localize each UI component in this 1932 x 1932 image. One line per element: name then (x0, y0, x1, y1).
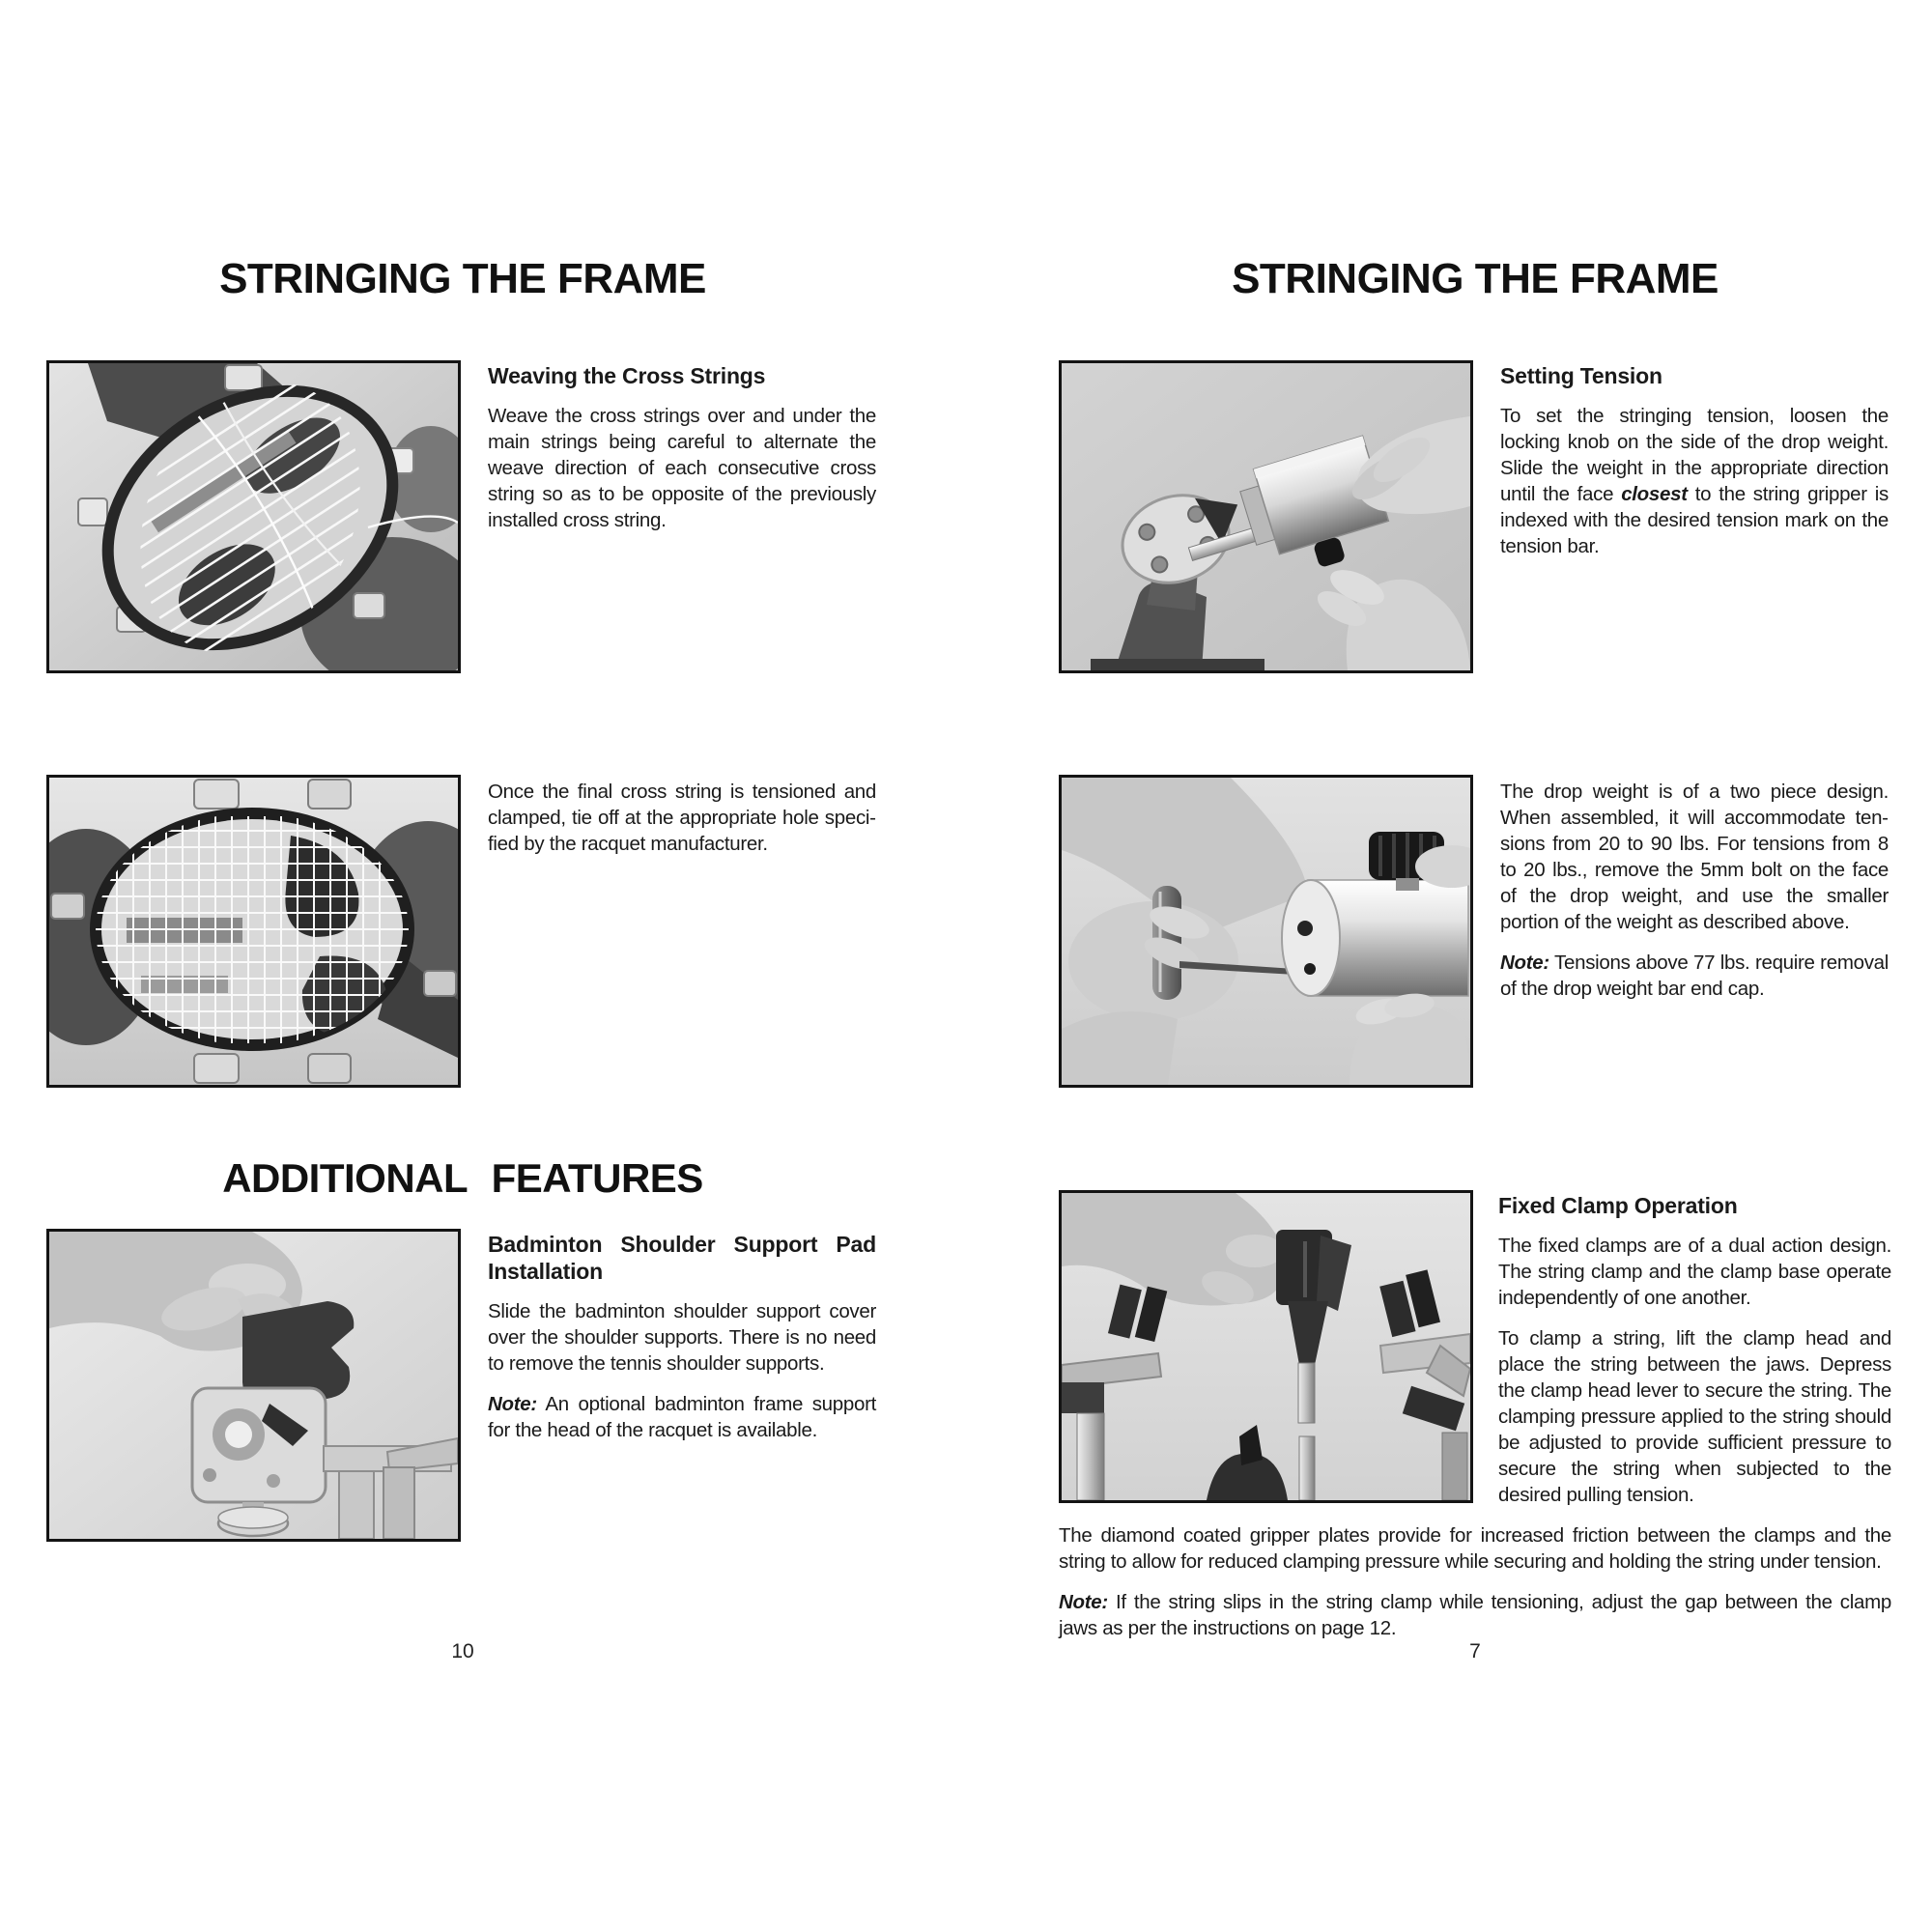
section-badminton-pad (46, 1229, 876, 1542)
fixed-clamp-photo-illustration (1062, 1193, 1470, 1500)
note-fixed-clamp (1059, 1589, 1891, 1641)
page-number-left: 10 (451, 1640, 474, 1662)
text-weaving (488, 360, 876, 548)
manual-page-10 (46, 0, 879, 1932)
figure-strung-racquet-photo (46, 775, 461, 1088)
drop-weight-bolt-photo-illustration (1062, 778, 1470, 1085)
text-setting-tension (1500, 360, 1889, 574)
figure-drop-weight-photo (1059, 775, 1473, 1088)
note-text: An optional badminton frame support for the head of the racquet is available. (488, 1393, 876, 1441)
paragraph-weaving: Weave the cross strings over and under the main strings being careful to alternate the weave direction of each consecutive cross string so as to be opposite of the previously installed cross string. (488, 405, 876, 531)
page-number-right: 7 (1469, 1640, 1481, 1662)
note-text: If the string slips in the string clamp while tensioning, adjust the gap between the clamp jaws as per the instructions on page 12. (1059, 1591, 1891, 1639)
strung-racquet-photo-illustration (49, 778, 458, 1085)
paragraph-fixed-clamp-1: The fixed clamps are of a dual action design. The string clamp and the clamp base operate independently of one another. (1498, 1235, 1891, 1309)
figure-weaving-photo (46, 360, 461, 673)
paragraph-badminton-pad: Slide the badminton shoulder support cover over the shoulder supports. There is no need to remove the tennis shoulder supports. (488, 1300, 876, 1375)
note-badminton-pad (488, 1391, 876, 1443)
figure-setting-tension-photo (1059, 360, 1473, 673)
setting-tension-text-post: to the string gripper is indexed with the desired tension mark on the tension bar. (1500, 483, 1889, 557)
page-title-additional-features: ADDITIONAL FEATURES (222, 1155, 703, 1201)
paragraph-drop-weight: The drop weight is of a two piece design. When assembled, it will accommodate tensions from 20 to 90 lbs. For tensions from 8 to 20 lbs., remove the 5mm bolt on the face of the drop weight, and use the smaller portion of the weight as described above. (1500, 781, 1889, 933)
text-badminton-pad (488, 1229, 876, 1458)
setting-tension-emphasis: closest (1621, 483, 1688, 505)
section-fixed-clamp (1059, 1190, 1891, 1656)
paragraph-tie-off: Once the final cross string is tensioned and clamped, tie off at the appropriate hole specified by the racquet manufacturer. (488, 781, 876, 855)
paragraph-fixed-clamp-3: The diamond coated gripper plates provide for increased friction between the clamps and the string to allow for reduced clamping pressure while securing and holding the string under tension. (1059, 1524, 1891, 1573)
heading-fixed-clamp: Fixed Clamp Operation (1498, 1193, 1738, 1218)
heading-setting-tension: Setting Tension (1500, 363, 1662, 388)
manual-page-7 (1059, 0, 1891, 1932)
page-title-stringing-left: STRINGING THE FRAME (219, 255, 706, 302)
figure-fixed-clamp-photo (1059, 1190, 1473, 1503)
section-tie-off (46, 775, 876, 1088)
heading-weaving-cross-strings: Weaving the Cross Strings (488, 363, 766, 388)
section-weaving-cross-strings (46, 360, 876, 673)
note-label: Note: (488, 1393, 537, 1415)
paragraph-setting-tension (1500, 403, 1889, 559)
drop-weight-slide-photo-illustration (1062, 363, 1470, 670)
section-setting-tension (1059, 360, 1889, 673)
figure-badminton-pad-photo (46, 1229, 461, 1542)
note-text: Tensions above 77 lbs. require removal of the drop weight bar end cap. (1500, 952, 1889, 1000)
setting-tension-text-pre: To set the stringing tension, loosen the locking knob on the side of the drop weight. Slide the weight in the appropriate direction until the face (1500, 405, 1889, 505)
paragraph-fixed-clamp-2: To clamp a string, lift the clamp head and place the string between the jaws. Depress the clamp head lever to secure the string. The clamping pressure applied to the string should be adjusted to provide sufficient pressure to secure the string when subjected to the desired pulling tension. (1498, 1327, 1891, 1506)
badminton-pad-photo-illustration (49, 1232, 458, 1539)
note-label: Note: (1500, 952, 1549, 974)
page-title-stringing-right: STRINGING THE FRAME (1232, 255, 1719, 302)
racquet-main-strings-photo-illustration (49, 363, 458, 670)
heading-badminton-pad: Badminton Shoulder Support Pad Installation (488, 1232, 876, 1284)
text-tie-off (488, 775, 876, 871)
note-label: Note: (1059, 1591, 1108, 1613)
section-drop-weight (1059, 775, 1889, 1088)
text-drop-weight (1500, 775, 1889, 1016)
note-drop-weight (1500, 950, 1889, 1002)
